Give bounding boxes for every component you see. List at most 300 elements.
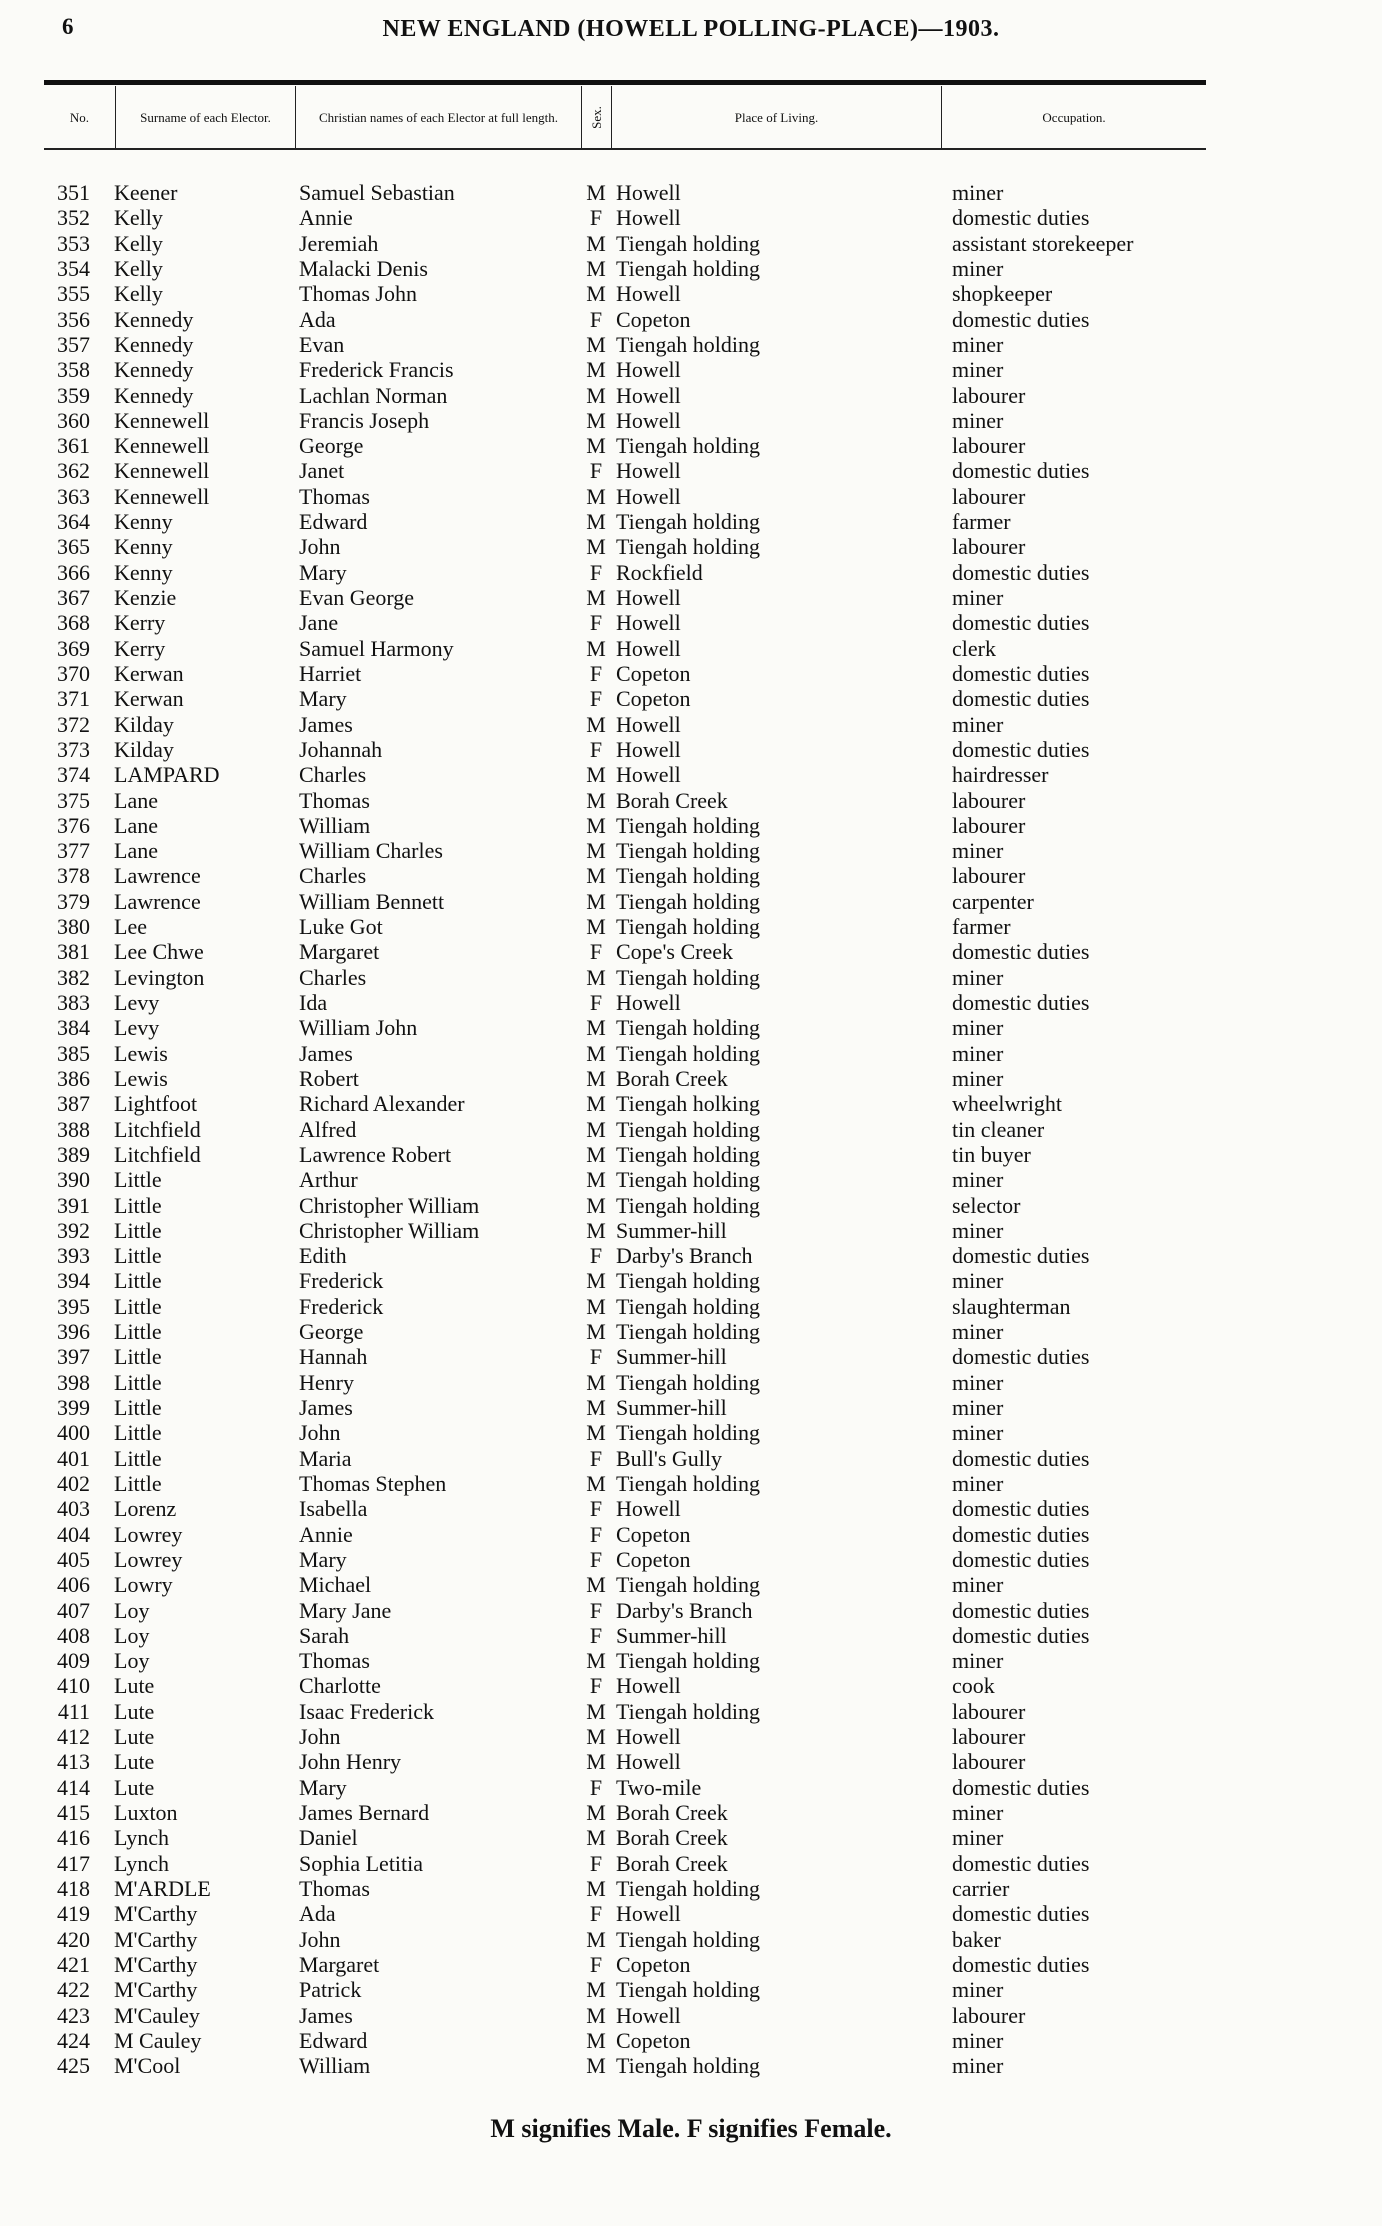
elector-number: 414 bbox=[57, 1774, 90, 1800]
elector-number: 353 bbox=[57, 230, 90, 256]
elector-place-of-living: Tiengah holding bbox=[616, 1192, 761, 1218]
elector-christian-names: John bbox=[299, 534, 341, 560]
elector-sex: M bbox=[586, 483, 606, 509]
table-row bbox=[0, 1218, 1382, 1243]
elector-surname: Loy bbox=[114, 1597, 150, 1623]
elector-christian-names: Thomas bbox=[299, 483, 370, 509]
elector-number: 381 bbox=[57, 939, 90, 965]
table-row bbox=[0, 1142, 1382, 1167]
elector-surname: Loy bbox=[114, 1648, 150, 1674]
elector-occupation: selector bbox=[952, 1192, 1021, 1218]
elector-surname: Lute bbox=[114, 1749, 155, 1775]
elector-number: 370 bbox=[57, 660, 90, 686]
elector-number: 394 bbox=[57, 1268, 90, 1294]
elector-christian-names: Samuel Harmony bbox=[299, 635, 454, 661]
elector-christian-names: William Bennett bbox=[299, 888, 445, 914]
elector-christian-names: Charles bbox=[299, 863, 367, 889]
elector-sex: F bbox=[589, 1344, 603, 1370]
elector-sex: M bbox=[586, 1724, 606, 1750]
elector-sex: M bbox=[586, 812, 606, 838]
elector-surname: Kennewell bbox=[114, 407, 210, 433]
elector-occupation: miner bbox=[952, 1268, 1004, 1294]
elector-occupation: labourer bbox=[952, 1724, 1026, 1750]
table-row bbox=[0, 1598, 1382, 1623]
elector-surname: Little bbox=[114, 1293, 162, 1319]
elector-surname: Little bbox=[114, 1344, 162, 1370]
table-row bbox=[0, 686, 1382, 711]
table-row bbox=[0, 1268, 1382, 1293]
elector-number: 390 bbox=[57, 1167, 90, 1193]
elector-place-of-living: Howell bbox=[616, 1673, 681, 1699]
elector-christian-names: Edward bbox=[299, 509, 368, 535]
elector-surname: Kenny bbox=[114, 534, 173, 560]
elector-number: 372 bbox=[57, 711, 90, 737]
elector-surname: Kennedy bbox=[114, 357, 194, 383]
table-row bbox=[0, 1952, 1382, 1977]
elector-occupation: miner bbox=[952, 1420, 1004, 1446]
elector-place-of-living: Tiengah holding bbox=[616, 1268, 761, 1294]
elector-christian-names: Annie bbox=[299, 1521, 353, 1547]
table-row bbox=[0, 1395, 1382, 1420]
elector-sex: M bbox=[586, 1319, 606, 1345]
elector-sex: M bbox=[586, 635, 606, 661]
elector-place-of-living: Copeton bbox=[616, 660, 691, 686]
elector-christian-names: William Charles bbox=[299, 838, 443, 864]
elector-number: 401 bbox=[57, 1445, 90, 1471]
elector-number: 361 bbox=[57, 433, 90, 459]
elector-surname: Lorenz bbox=[114, 1496, 177, 1522]
elector-christian-names: Annie bbox=[299, 205, 353, 231]
elector-number: 403 bbox=[57, 1496, 90, 1522]
column-header-christian-names: Christian names of each Elector at full length. bbox=[296, 86, 582, 148]
table-row bbox=[0, 1749, 1382, 1774]
elector-number: 368 bbox=[57, 610, 90, 636]
elector-christian-names: Evan bbox=[299, 331, 345, 357]
elector-surname: Kelly bbox=[114, 281, 163, 307]
elector-occupation: miner bbox=[952, 1395, 1004, 1420]
elector-occupation: assistant storekeeper bbox=[952, 230, 1134, 256]
elector-number: 404 bbox=[57, 1521, 90, 1547]
elector-place-of-living: Tiengah holding bbox=[616, 1167, 761, 1193]
elector-number: 402 bbox=[57, 1470, 90, 1496]
elector-number: 371 bbox=[57, 686, 90, 712]
elector-surname: Lawrence bbox=[114, 863, 201, 889]
table-row bbox=[0, 1066, 1382, 1091]
elector-surname: Lowry bbox=[114, 1572, 173, 1598]
elector-place-of-living: Tiengah holding bbox=[616, 1116, 761, 1142]
elector-occupation: miner bbox=[952, 1065, 1004, 1091]
elector-place-of-living: Tiengah holding bbox=[616, 433, 761, 459]
elector-christian-names: Michael bbox=[299, 1572, 372, 1598]
table-row bbox=[0, 560, 1382, 585]
table-row bbox=[0, 2003, 1382, 2028]
elector-surname: Little bbox=[114, 1192, 162, 1218]
elector-surname: Lute bbox=[114, 1673, 155, 1699]
elector-surname: Levington bbox=[114, 964, 205, 990]
column-header-sex-label: Sex. bbox=[589, 105, 604, 129]
elector-christian-names: Sophia Letitia bbox=[299, 1850, 424, 1876]
elector-occupation: domestic duties bbox=[952, 686, 1090, 712]
elector-place-of-living: Tiengah holding bbox=[616, 1015, 761, 1041]
elector-christian-names: Mary bbox=[299, 1546, 347, 1572]
elector-christian-names: Thomas John bbox=[299, 281, 417, 307]
elector-christian-names: Mary bbox=[299, 559, 347, 585]
table-row bbox=[0, 2028, 1382, 2053]
elector-sex: M bbox=[586, 1875, 606, 1901]
elector-occupation: miner bbox=[952, 1977, 1004, 2003]
elector-christian-names: Henry bbox=[299, 1369, 354, 1395]
elector-christian-names: William bbox=[299, 2053, 371, 2079]
elector-place-of-living: Rockfield bbox=[616, 559, 703, 585]
elector-sex: F bbox=[589, 660, 603, 686]
elector-christian-names: Frederick bbox=[299, 1293, 384, 1319]
elector-christian-names: Charles bbox=[299, 964, 367, 990]
elector-sex: F bbox=[589, 1901, 603, 1927]
elector-number: 367 bbox=[57, 585, 90, 610]
elector-occupation: clerk bbox=[952, 635, 996, 661]
elector-place-of-living: Tiengah holding bbox=[616, 1141, 761, 1167]
elector-number: 408 bbox=[57, 1622, 90, 1648]
elector-surname: Little bbox=[114, 1243, 162, 1269]
elector-place-of-living: Copeton bbox=[616, 306, 691, 332]
elector-occupation: labourer bbox=[952, 787, 1026, 813]
elector-sex: F bbox=[589, 458, 603, 484]
elector-occupation: miner bbox=[952, 357, 1004, 383]
elector-occupation: domestic duties bbox=[952, 1622, 1090, 1648]
table-row bbox=[0, 788, 1382, 813]
elector-sex: F bbox=[589, 1673, 603, 1699]
elector-sex: M bbox=[586, 230, 606, 256]
elector-sex: M bbox=[586, 1015, 606, 1041]
elector-place-of-living: Borah Creek bbox=[616, 1825, 728, 1851]
elector-place-of-living: Howell bbox=[616, 281, 681, 307]
elector-occupation: labourer bbox=[952, 382, 1026, 408]
elector-christian-names: Thomas Stephen bbox=[299, 1470, 447, 1496]
elector-place-of-living: Darby's Branch bbox=[616, 1243, 753, 1269]
elector-place-of-living: Summer-hill bbox=[616, 1395, 727, 1420]
elector-place-of-living: Tiengah holding bbox=[616, 914, 761, 940]
header-rule-bottom bbox=[44, 148, 1206, 150]
elector-sex: F bbox=[589, 1622, 603, 1648]
elector-surname: Kennewell bbox=[114, 483, 210, 509]
elector-number: 356 bbox=[57, 306, 90, 332]
elector-number: 383 bbox=[57, 990, 90, 1015]
elector-number: 425 bbox=[57, 2053, 90, 2079]
elector-place-of-living: Tiengah holking bbox=[616, 1091, 761, 1117]
elector-sex: M bbox=[586, 382, 606, 408]
elector-surname: M'Carthy bbox=[114, 1977, 198, 2003]
elector-number: 413 bbox=[57, 1749, 90, 1775]
elector-surname: Levy bbox=[114, 1015, 160, 1041]
elector-place-of-living: Tiengah holding bbox=[616, 863, 761, 889]
column-header bbox=[44, 86, 1206, 148]
elector-sex: M bbox=[586, 1091, 606, 1117]
elector-sex: M bbox=[586, 711, 606, 737]
elector-christian-names: Jane bbox=[299, 610, 339, 636]
elector-number: 411 bbox=[57, 1698, 90, 1724]
elector-christian-names: Frederick Francis bbox=[299, 357, 454, 383]
elector-sex: M bbox=[586, 888, 606, 914]
table-row bbox=[0, 458, 1382, 483]
elector-occupation: domestic duties bbox=[952, 1243, 1090, 1269]
elector-occupation: labourer bbox=[952, 2002, 1026, 2028]
elector-surname: M'Carthy bbox=[114, 1901, 198, 1927]
elector-surname: M'Cool bbox=[114, 2053, 181, 2079]
elector-surname: Keener bbox=[114, 180, 178, 205]
table-row bbox=[0, 509, 1382, 534]
table-row bbox=[0, 661, 1382, 686]
elector-occupation: domestic duties bbox=[952, 1344, 1090, 1370]
table-row bbox=[0, 408, 1382, 433]
elector-number: 365 bbox=[57, 534, 90, 560]
elector-place-of-living: Cope's Creek bbox=[616, 939, 733, 965]
elector-christian-names: Christopher William bbox=[299, 1217, 480, 1243]
elector-occupation: domestic duties bbox=[952, 1850, 1090, 1876]
elector-sex: M bbox=[586, 1749, 606, 1775]
elector-sex: M bbox=[586, 1040, 606, 1066]
elector-place-of-living: Tiengah holding bbox=[616, 1293, 761, 1319]
elector-place-of-living: Tiengah holding bbox=[616, 964, 761, 990]
column-header-sex bbox=[582, 86, 612, 148]
elector-number: 395 bbox=[57, 1293, 90, 1319]
elector-sex: M bbox=[586, 357, 606, 383]
elector-place-of-living: Tiengah holding bbox=[616, 255, 761, 281]
table-row bbox=[0, 1547, 1382, 1572]
elector-christian-names: James bbox=[299, 711, 353, 737]
elector-number: 412 bbox=[57, 1724, 90, 1750]
elector-christian-names: Charles bbox=[299, 762, 367, 788]
elector-surname: Kenzie bbox=[114, 585, 177, 610]
table-row bbox=[0, 1699, 1382, 1724]
elector-sex: M bbox=[586, 1116, 606, 1142]
elector-sex: M bbox=[586, 433, 606, 459]
elector-place-of-living: Howell bbox=[616, 357, 681, 383]
elector-place-of-living: Tiengah holding bbox=[616, 1369, 761, 1395]
elector-place-of-living: Howell bbox=[616, 585, 681, 610]
elector-surname: Little bbox=[114, 1217, 162, 1243]
elector-sex: M bbox=[586, 585, 606, 610]
elector-place-of-living: Howell bbox=[616, 407, 681, 433]
elector-occupation: slaughterman bbox=[952, 1293, 1071, 1319]
elector-surname: Kennedy bbox=[114, 306, 194, 332]
table-row bbox=[0, 1876, 1382, 1901]
table-row bbox=[0, 2053, 1382, 2078]
table-row bbox=[0, 332, 1382, 357]
elector-surname: Kenny bbox=[114, 559, 173, 585]
elector-place-of-living: Tiengah holding bbox=[616, 2053, 761, 2079]
elector-place-of-living: Tiengah holding bbox=[616, 1470, 761, 1496]
table-row bbox=[0, 256, 1382, 281]
table-row bbox=[0, 889, 1382, 914]
table-row bbox=[0, 965, 1382, 990]
elector-occupation: labourer bbox=[952, 1749, 1026, 1775]
elector-number: 380 bbox=[57, 914, 90, 940]
elector-christian-names: Thomas bbox=[299, 1875, 370, 1901]
table-row bbox=[0, 1471, 1382, 1496]
elector-number: 375 bbox=[57, 787, 90, 813]
elector-number: 384 bbox=[57, 1015, 90, 1041]
elector-place-of-living: Summer-hill bbox=[616, 1622, 727, 1648]
column-header-no: No. bbox=[44, 86, 116, 148]
table-row bbox=[0, 1496, 1382, 1521]
elector-christian-names: Christopher William bbox=[299, 1192, 480, 1218]
elector-place-of-living: Howell bbox=[616, 382, 681, 408]
elector-occupation: miner bbox=[952, 1167, 1004, 1193]
elector-sex: M bbox=[586, 914, 606, 940]
elector-surname: Kennewell bbox=[114, 433, 210, 459]
elector-number: 378 bbox=[57, 863, 90, 889]
elector-occupation: domestic duties bbox=[952, 1546, 1090, 1572]
elector-surname: Kilday bbox=[114, 736, 174, 762]
elector-surname: Little bbox=[114, 1319, 162, 1345]
page-title: NEW ENGLAND (HOWELL POLLING-PLACE)—1903. bbox=[382, 16, 1000, 42]
elector-occupation: domestic duties bbox=[952, 1445, 1090, 1471]
table-row bbox=[0, 1775, 1382, 1800]
elector-surname: Lynch bbox=[114, 1825, 169, 1851]
elector-number: 397 bbox=[57, 1344, 90, 1370]
elector-christian-names: Robert bbox=[299, 1065, 359, 1091]
elector-occupation: carpenter bbox=[952, 888, 1034, 914]
elector-occupation: baker bbox=[952, 1926, 1001, 1952]
elector-surname: Lowrey bbox=[114, 1521, 183, 1547]
elector-place-of-living: Tiengah holding bbox=[616, 838, 761, 864]
column-header-surname: Surname of each Elector. bbox=[116, 86, 296, 148]
elector-surname: Kerry bbox=[114, 610, 166, 636]
elector-surname: Kerry bbox=[114, 635, 166, 661]
elector-place-of-living: Tiengah holding bbox=[616, 1420, 761, 1446]
elector-sex: M bbox=[586, 838, 606, 864]
elector-occupation: domestic duties bbox=[952, 306, 1090, 332]
elector-christian-names: Isaac Frederick bbox=[299, 1698, 434, 1724]
page-number: 6 bbox=[62, 14, 74, 39]
elector-occupation: domestic duties bbox=[952, 559, 1090, 585]
column-header-place: Place of Living. bbox=[612, 86, 942, 148]
elector-place-of-living: Tiengah holding bbox=[616, 331, 761, 357]
elector-occupation: domestic duties bbox=[952, 939, 1090, 965]
elector-occupation: domestic duties bbox=[952, 205, 1090, 231]
elector-occupation: domestic duties bbox=[952, 736, 1090, 762]
elector-occupation: miner bbox=[952, 1470, 1004, 1496]
elector-surname: Little bbox=[114, 1268, 162, 1294]
elector-christian-names: Daniel bbox=[299, 1825, 358, 1851]
elector-occupation: miner bbox=[952, 1369, 1004, 1395]
elector-sex: M bbox=[586, 1698, 606, 1724]
elector-place-of-living: Copeton bbox=[616, 1521, 691, 1547]
elector-occupation: domestic duties bbox=[952, 458, 1090, 484]
elector-place-of-living: Howell bbox=[616, 1901, 681, 1927]
elector-place-of-living: Borah Creek bbox=[616, 787, 728, 813]
elector-occupation: labourer bbox=[952, 812, 1026, 838]
elector-sex: F bbox=[589, 610, 603, 636]
elector-christian-names: Thomas bbox=[299, 1648, 370, 1674]
table-row bbox=[0, 1927, 1382, 1952]
elector-number: 363 bbox=[57, 483, 90, 509]
elector-number: 424 bbox=[57, 2027, 90, 2053]
elector-christian-names: John bbox=[299, 1724, 341, 1750]
table-row bbox=[0, 534, 1382, 559]
elector-place-of-living: Howell bbox=[616, 762, 681, 788]
elector-christian-names: John bbox=[299, 1420, 341, 1446]
elector-surname: Little bbox=[114, 1445, 162, 1471]
table-row bbox=[0, 1724, 1382, 1749]
table-row bbox=[0, 1420, 1382, 1445]
elector-place-of-living: Tiengah holding bbox=[616, 888, 761, 914]
table-row bbox=[0, 1977, 1382, 2002]
elector-occupation: miner bbox=[952, 1648, 1004, 1674]
elector-sex: F bbox=[589, 1597, 603, 1623]
elector-place-of-living: Howell bbox=[616, 610, 681, 636]
elector-christian-names: Malacki Denis bbox=[299, 255, 428, 281]
elector-place-of-living: Tiengah holding bbox=[616, 1926, 761, 1952]
elector-sex: M bbox=[586, 180, 606, 205]
elector-occupation: labourer bbox=[952, 433, 1026, 459]
elector-surname: Lute bbox=[114, 1698, 155, 1724]
elector-place-of-living: Tiengah holding bbox=[616, 1648, 761, 1674]
elector-number: 418 bbox=[57, 1875, 90, 1901]
elector-surname: LAMPARD bbox=[114, 762, 220, 788]
elector-number: 396 bbox=[57, 1319, 90, 1345]
elector-occupation: miner bbox=[952, 1015, 1004, 1041]
elector-place-of-living: Howell bbox=[616, 205, 681, 231]
elector-number: 388 bbox=[57, 1116, 90, 1142]
elector-occupation: domestic duties bbox=[952, 660, 1090, 686]
elector-number: 398 bbox=[57, 1369, 90, 1395]
table-row bbox=[0, 180, 1382, 205]
elector-place-of-living: Tiengah holding bbox=[616, 812, 761, 838]
table-row bbox=[0, 484, 1382, 509]
elector-sex: M bbox=[586, 255, 606, 281]
table-row bbox=[0, 990, 1382, 1015]
elector-christian-names: Evan George bbox=[299, 585, 415, 610]
elector-surname: Lute bbox=[114, 1724, 155, 1750]
elector-place-of-living: Borah Creek bbox=[616, 1065, 728, 1091]
elector-place-of-living: Tiengah holding bbox=[616, 1698, 761, 1724]
elector-number: 357 bbox=[57, 331, 90, 357]
elector-surname: M'Cauley bbox=[114, 2002, 200, 2028]
elector-sex: M bbox=[586, 1217, 606, 1243]
elector-number: 382 bbox=[57, 964, 90, 990]
elector-occupation: labourer bbox=[952, 483, 1026, 509]
elector-sex: M bbox=[586, 1977, 606, 2003]
elector-surname: Lynch bbox=[114, 1850, 169, 1876]
elector-occupation: miner bbox=[952, 331, 1004, 357]
elector-christian-names: James bbox=[299, 2002, 353, 2028]
elector-sex: F bbox=[589, 1850, 603, 1876]
elector-place-of-living: Borah Creek bbox=[616, 1850, 728, 1876]
elector-occupation: miner bbox=[952, 2027, 1004, 2053]
elector-christian-names: Patrick bbox=[299, 1977, 362, 2003]
elector-surname: Litchfield bbox=[114, 1116, 201, 1142]
elector-christian-names: Mary bbox=[299, 686, 347, 712]
elector-occupation: miner bbox=[952, 711, 1004, 737]
elector-number: 407 bbox=[57, 1597, 90, 1623]
elector-occupation: miner bbox=[952, 255, 1004, 281]
elector-place-of-living: Tiengah holding bbox=[616, 230, 761, 256]
elector-surname: M'Carthy bbox=[114, 1926, 198, 1952]
elector-number: 354 bbox=[57, 255, 90, 281]
table-row bbox=[0, 1193, 1382, 1218]
sex-legend: M signifies Male. F signifies Female. bbox=[490, 2114, 892, 2143]
table-row bbox=[0, 762, 1382, 787]
table-row bbox=[0, 1344, 1382, 1369]
table-row bbox=[0, 863, 1382, 888]
table-row bbox=[0, 433, 1382, 458]
elector-place-of-living: Howell bbox=[616, 180, 681, 205]
elector-number: 420 bbox=[57, 1926, 90, 1952]
elector-surname: Kerwan bbox=[114, 686, 184, 712]
elector-surname: Lane bbox=[114, 838, 158, 864]
elector-number: 379 bbox=[57, 888, 90, 914]
